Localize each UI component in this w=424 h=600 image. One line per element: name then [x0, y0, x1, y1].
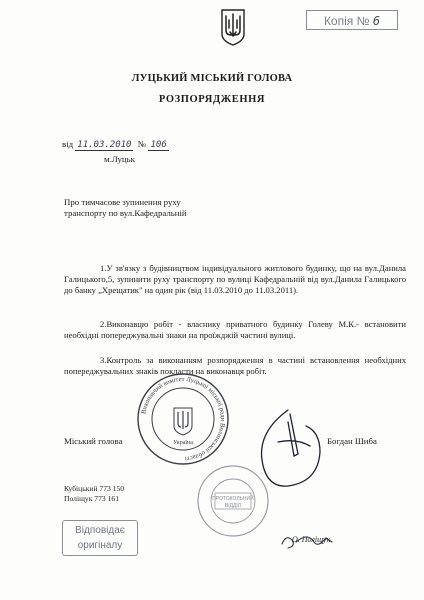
paragraph-2: 2.Виконавцю робіт - власнику приватного будинку Голеву М.К.- встановити необхідні попереджувальні знаки на проїжджій частині вулиці. — [64, 319, 406, 340]
seal-trident-icon — [174, 408, 192, 435]
city: м.Луцьк — [104, 154, 135, 164]
signatory-name: Богдан Шиба — [327, 436, 377, 446]
seal-small-line-1: ПРОТОКОЛЬНИЙ — [212, 496, 254, 502]
copy-stamp-label: Копія № — [323, 14, 370, 28]
seal-small-line-2: ВІДДІЛ — [224, 503, 242, 509]
seal-bottom-text: Україна — [173, 440, 193, 446]
copy-number-stamp — [306, 10, 398, 30]
date-prefix: від — [62, 139, 74, 149]
paragraph-3: 3.Контроль за виконанням розпорядження в частині встановлення необхідних попереджувальних знаків покласти на виконавця робіт. — [64, 355, 406, 376]
paragraph-1: 1.У зв'язку з будівництвом індивідуального житлового будинку, що на вул.Данила Галицького,5, зупинити руху транспорту по вулиці Кафедральній від вул.Данила Галицького до банку „Хрещатик" на один рік (від 11.03.2010 до 11.03.2011). — [64, 263, 406, 295]
phone-line-2: Поліщук 773 161 — [64, 494, 119, 503]
seal-ring-text: Виконавчий комітет Луцької міської ради Волинської області — [140, 375, 227, 462]
document-number: 106 — [150, 140, 167, 150]
number-prefix: № — [137, 139, 147, 149]
subject-line-2: транспорту по вул.Кафедральній — [64, 208, 187, 218]
document-type: РОЗПОРЯДЖЕННЯ — [158, 94, 266, 105]
true-copy-stamp — [62, 520, 138, 556]
signatory-position: Міський голова — [64, 436, 123, 446]
contact-phones — [64, 484, 124, 504]
copy-stamp-number: 6 — [372, 14, 381, 28]
protocol-department-seal — [196, 464, 270, 538]
secretary-signature-text: О. Поліщук — [292, 535, 331, 544]
issuer-title: ЛУЦЬКИЙ МІСЬКИЙ ГОЛОВА — [131, 73, 293, 84]
trident-emblem-icon — [220, 8, 246, 46]
subject-block — [64, 197, 187, 219]
date-number-row — [62, 139, 169, 150]
true-copy-line-1: Відповідає — [75, 525, 125, 536]
true-copy-line-2: оригіналу — [77, 540, 123, 551]
subject-line-1: Про тимчасове зупинення руху — [64, 197, 181, 207]
phone-line-1: Кубіцький 773 150 — [64, 484, 125, 493]
document-date: 11.03.2010 — [77, 140, 132, 150]
official-seal — [136, 372, 230, 466]
